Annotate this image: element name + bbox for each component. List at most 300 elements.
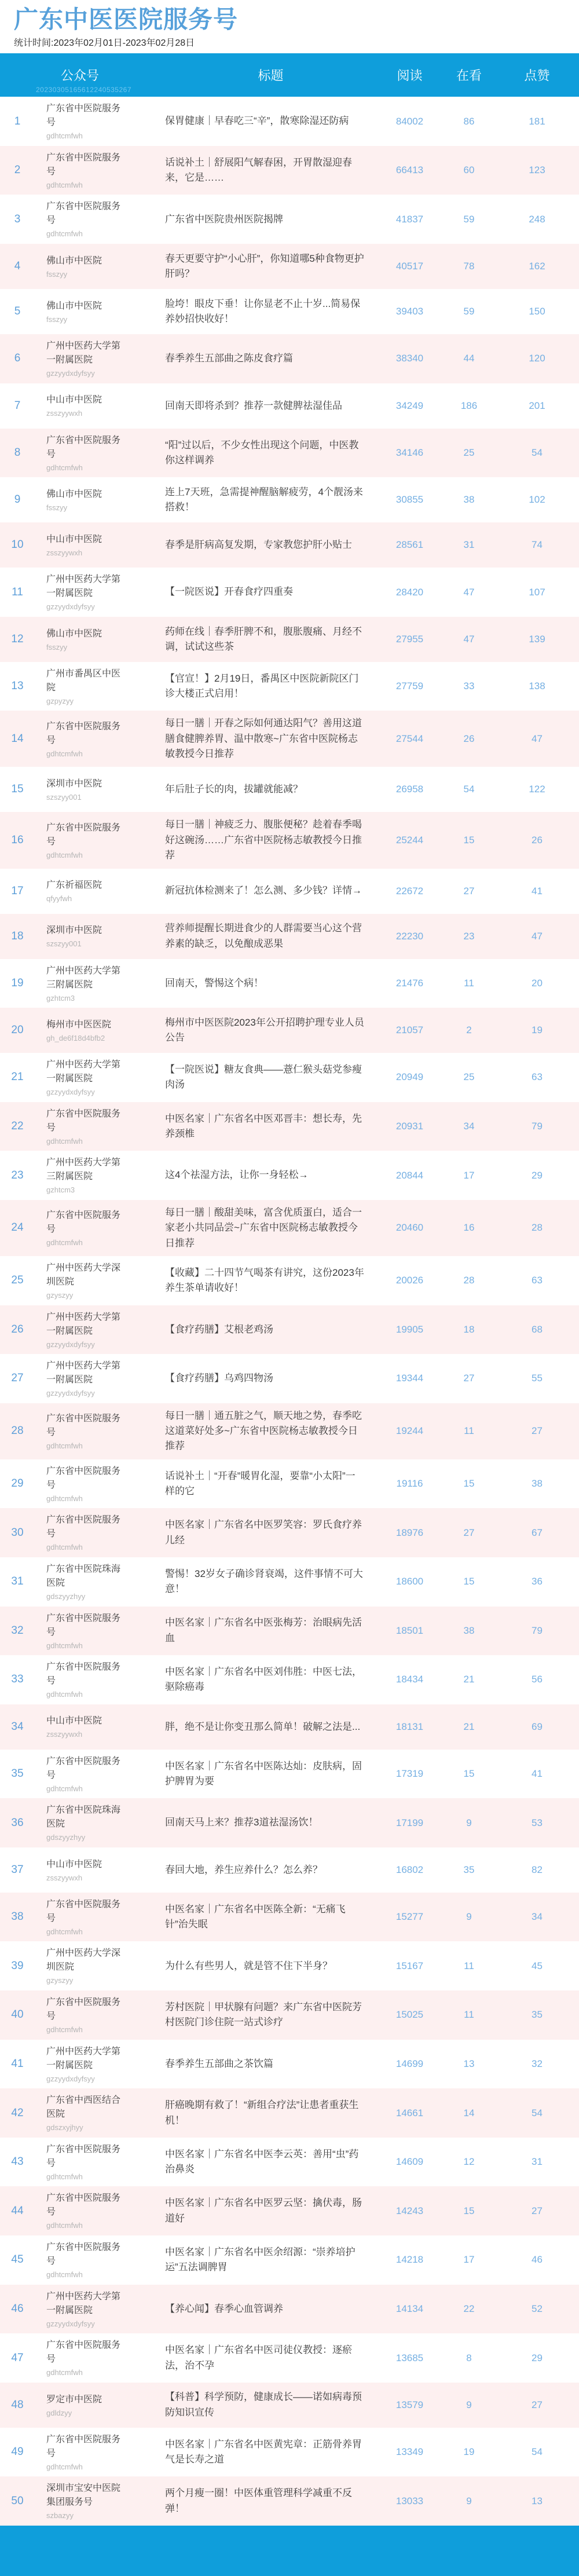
table-row xyxy=(0,289,579,334)
table-row xyxy=(0,2333,579,2383)
likes-count: 19 xyxy=(532,1024,543,1036)
account-name: 广东省中医院服务号 xyxy=(46,1515,121,1539)
table-row xyxy=(0,617,579,662)
account-name: 广州中医药大学深圳医院 xyxy=(46,1263,121,1287)
watching-count: 44 xyxy=(463,353,475,364)
rank-number: 43 xyxy=(11,2156,24,2168)
table-row xyxy=(0,2383,579,2428)
table-row xyxy=(0,1941,579,1990)
account-cell xyxy=(35,627,165,652)
account-id: gdhtcmfwh xyxy=(46,131,83,141)
account-name: 广东省中医院服务号 xyxy=(46,1899,121,1923)
likes-count: 31 xyxy=(532,2156,543,2168)
account-cell xyxy=(35,573,165,612)
likes-count: 54 xyxy=(532,447,543,458)
article-title: 中医名家｜广东省名中医张梅芳：治眼病先活血 xyxy=(165,1617,362,1644)
account-id: fsszyy xyxy=(46,269,68,279)
table-header-bar xyxy=(0,53,579,97)
report-header xyxy=(0,0,579,53)
table-row xyxy=(0,1704,579,1750)
account-id: gdhtcmfwh xyxy=(46,2462,83,2471)
reads-count: 17319 xyxy=(395,1768,424,1779)
account-cell xyxy=(35,1018,165,1043)
rank-number: 9 xyxy=(14,493,21,506)
account-cell xyxy=(35,777,165,802)
table-row xyxy=(0,2138,579,2187)
article-title: “阳”过以后，不少女性出现这个问题，中医教你这样调养 xyxy=(165,439,359,466)
account-id: gdhtcmfwh xyxy=(46,463,83,472)
table-row xyxy=(0,1256,579,1305)
account-name: 广东省中医院服务号 xyxy=(46,104,121,128)
account-cell xyxy=(35,1058,165,1097)
account-id: gzzyydxdyfsyy xyxy=(46,1088,95,1097)
reads-count: 18501 xyxy=(395,1624,424,1636)
account-cell xyxy=(35,533,165,558)
account-id: gdhtcmfwh xyxy=(46,1238,83,1247)
account-cell xyxy=(35,2143,165,2182)
article-title: 【科普】科学预防，健康成长——诺如病毒预防知识宣传 xyxy=(165,2391,362,2418)
watching-count: 16 xyxy=(463,1222,475,1234)
likes-count: 13 xyxy=(532,2495,543,2507)
page-title: 广东中医医院服务号 xyxy=(14,6,239,33)
account-cell xyxy=(35,2290,165,2329)
account-name: 广东省中医院珠海医院 xyxy=(46,1805,121,1829)
account-cell xyxy=(35,102,165,141)
article-title: 【一院医说】糖友食典——薏仁猴头菇党参瘦肉汤 xyxy=(165,1064,362,1091)
account-cell xyxy=(35,1311,165,1349)
table-row xyxy=(0,2186,579,2235)
likes-count: 54 xyxy=(532,2107,543,2118)
article-title: 每日一膳｜通五脏之气，顺天地之势，春季吃这道菜好处多~广东省中医院杨志敏教授今日推荐 xyxy=(165,1410,362,1452)
account-name: 罗定市中医院 xyxy=(46,2394,102,2405)
rank-number: 18 xyxy=(11,930,24,942)
article-title: 话说补土｜舒展阳气解春困，开胃散湿迎春来，它是…… xyxy=(165,156,352,184)
table-row xyxy=(0,522,579,568)
account-name: 广东祈福医院 xyxy=(46,880,102,891)
watching-count: 186 xyxy=(460,400,478,411)
rank-number: 1 xyxy=(14,115,21,127)
reads-count: 19344 xyxy=(395,1373,424,1384)
account-cell xyxy=(35,254,165,279)
account-name: 中山市中医院 xyxy=(46,395,102,405)
account-id: fsszyy xyxy=(46,314,68,324)
watching-count: 27 xyxy=(463,1373,475,1384)
account-name: 广东省中医院服务号 xyxy=(46,202,121,226)
watching-count: 15 xyxy=(463,1768,475,1779)
table-row xyxy=(0,1459,579,1509)
account-name: 广州中医药大学第一附属医院 xyxy=(46,2291,121,2315)
likes-count: 150 xyxy=(529,306,545,317)
table-row xyxy=(0,1655,579,1704)
article-title: 中医名家｜广东省名中医陈全新：“无痛飞针”治失眠 xyxy=(165,1903,346,1930)
watching-count: 14 xyxy=(463,2107,475,2118)
article-title: 中医名家｜广东省名中医陈达灿：皮肤病，固护脾胃为要 xyxy=(165,1760,362,1787)
likes-count: 41 xyxy=(532,885,543,897)
reads-count: 26958 xyxy=(395,784,424,795)
account-id: fsszyy xyxy=(46,503,68,512)
likes-count: 27 xyxy=(532,1425,543,1437)
account-id: gdhtcmfwh xyxy=(46,1494,83,1503)
article-title: 药师在线｜春季肝脾不和，腹胀腹痛、月经不调，试试这些茶 xyxy=(165,625,362,652)
account-name: 广州中医药大学深圳医院 xyxy=(46,1948,121,1973)
reads-count: 40517 xyxy=(395,261,424,272)
article-title: 两个月瘦一圈！中医体重管理科学减重不反弹！ xyxy=(165,2487,352,2514)
rank-number: 36 xyxy=(11,1816,24,1829)
rank-number: 32 xyxy=(11,1624,24,1637)
account-id: gdhtcmfwh xyxy=(46,1927,83,1936)
account-cell xyxy=(35,2094,165,2132)
article-title: 中医名家｜广东省名中医黄宪章：正筋骨养胃气是长寿之道 xyxy=(165,2438,362,2465)
account-name: 中山市中医院 xyxy=(46,1859,102,1869)
account-id: gdhtcmfwh xyxy=(46,2221,83,2230)
likes-count: 27 xyxy=(532,2399,543,2410)
watching-count: 60 xyxy=(463,164,475,176)
reads-count: 20460 xyxy=(395,1222,424,1234)
article-title: 【收藏】二十四节气喝茶有讲究，这份2023年养生茶单请收好！ xyxy=(165,1267,364,1294)
account-id: zsszyywxh xyxy=(46,1873,83,1882)
reads-count: 21057 xyxy=(395,1024,424,1036)
table-row xyxy=(0,477,579,522)
article-title: 话说补土｜“开春”暖胃化湿，要靠“小太阳”一样的它 xyxy=(165,1470,356,1497)
rank-number: 4 xyxy=(14,260,21,273)
likes-count: 63 xyxy=(532,1071,543,1083)
account-id: gdhtcmfwh xyxy=(46,850,83,859)
table-row xyxy=(0,2285,579,2334)
likes-count: 56 xyxy=(532,1674,543,1685)
article-title: 中医名家｜广东省名中医罗云坚：擒伏毒，肠道好 xyxy=(165,2197,362,2224)
table-row xyxy=(0,1008,579,1053)
likes-count: 29 xyxy=(532,2352,543,2363)
rank-number: 5 xyxy=(14,305,21,318)
likes-count: 63 xyxy=(532,1275,543,1286)
account-id: gdszyyzhyy xyxy=(46,1591,86,1601)
watching-count: 33 xyxy=(463,680,475,692)
account-name: 广州市番禺区中医院 xyxy=(46,668,121,693)
reads-count: 14218 xyxy=(395,2254,424,2266)
article-title: 每日一膳｜神疲乏力、腹胀便秘？趁着春季喝好这碗汤……广东省中医院杨志敏教授今日推荐 xyxy=(165,819,362,861)
rank-number: 30 xyxy=(11,1526,24,1539)
article-title: 保胃健康｜早春吃三“辛”，散寒除湿还防病 xyxy=(165,115,349,127)
account-id: gzhtcm3 xyxy=(46,1185,75,1195)
reads-count: 13349 xyxy=(395,2446,424,2458)
account-id: gdhtcmfwh xyxy=(46,1784,83,1793)
account-id: gzhtcm3 xyxy=(46,993,75,1002)
account-name: 广东省中西医结合医院 xyxy=(46,2095,121,2120)
likes-count: 47 xyxy=(532,930,543,942)
rank-number: 20 xyxy=(11,1024,24,1037)
account-name: 广州中医药大学第一附属医院 xyxy=(46,1312,121,1336)
account-cell xyxy=(35,1359,165,1398)
likes-count: 27 xyxy=(532,2205,543,2216)
account-name: 广东省中医院服务号 xyxy=(46,2434,121,2458)
reads-count: 22230 xyxy=(395,930,424,942)
watching-count: 38 xyxy=(463,1624,475,1636)
article-title: 【养心闻】春季心血管调养 xyxy=(165,2303,283,2314)
table-row xyxy=(0,1990,579,2040)
account-id: gdszxyjhyy xyxy=(46,2123,83,2132)
table-row xyxy=(0,97,579,146)
reads-count: 17199 xyxy=(395,1817,424,1828)
watching-count: 8 xyxy=(466,2352,472,2363)
watching-count: 59 xyxy=(463,213,475,225)
reads-count: 15025 xyxy=(395,2009,424,2021)
article-title: 广东省中医院贵州医院揭牌 xyxy=(165,213,283,225)
rank-number: 33 xyxy=(11,1673,24,1686)
watching-count: 11 xyxy=(464,1425,474,1437)
account-name: 广东省中医院服务号 xyxy=(46,1997,121,2022)
account-cell xyxy=(35,1261,165,1300)
account-cell xyxy=(35,488,165,513)
table-row xyxy=(0,662,579,711)
likes-count: 35 xyxy=(532,2009,543,2021)
reads-count: 20844 xyxy=(395,1169,424,1181)
likes-count: 45 xyxy=(532,1960,543,1971)
reads-count: 84002 xyxy=(395,115,424,127)
account-id: gh_de6f18d4bfb2 xyxy=(46,1033,105,1042)
account-id: gzzyydxdyfsyy xyxy=(46,2074,95,2083)
account-cell xyxy=(35,434,165,473)
reads-count: 28561 xyxy=(395,539,424,551)
rank-number: 8 xyxy=(14,446,21,459)
reads-count: 25244 xyxy=(395,835,424,846)
rank-number: 34 xyxy=(11,1720,24,1733)
likes-count: 38 xyxy=(532,1478,543,1490)
account-id: gzpyzyy xyxy=(46,696,74,705)
rank-number: 11 xyxy=(12,586,23,598)
rank-number: 17 xyxy=(11,884,24,897)
rank-number: 27 xyxy=(11,1372,24,1385)
column-header-reads: 阅读 xyxy=(397,68,423,83)
account-cell xyxy=(35,1412,165,1451)
table-row xyxy=(0,2088,579,2138)
account-name: 深圳市宝安中医院集团服务号 xyxy=(46,2483,121,2508)
likes-count: 34 xyxy=(532,1911,543,1923)
likes-count: 29 xyxy=(532,1169,543,1181)
account-cell xyxy=(35,1858,165,1883)
table-row xyxy=(0,146,579,195)
table-row xyxy=(0,1557,579,1607)
rank-number: 48 xyxy=(11,2398,24,2411)
account-id: gdhtcmfwh xyxy=(46,2172,83,2181)
article-title: 脸垮！眼皮下垂！让你显老不止十岁...简易保养妙招快收好！ xyxy=(165,298,361,325)
watching-count: 34 xyxy=(463,1121,475,1132)
rank-number: 29 xyxy=(11,1477,24,1490)
watching-count: 78 xyxy=(463,261,475,272)
watching-count: 13 xyxy=(463,2058,475,2069)
rank-number: 44 xyxy=(11,2204,24,2217)
watching-count: 35 xyxy=(463,1864,475,1875)
table-row xyxy=(0,244,579,289)
account-name: 广东省中医院服务号 xyxy=(46,152,121,177)
account-cell xyxy=(35,1563,165,1601)
article-title: 每日一膳｜酸甜美味，富含优质蛋白，适合一家老小共同品尝~广东省中医院杨志敏教授今日推荐 xyxy=(165,1206,362,1249)
table-row xyxy=(0,767,579,812)
reads-count: 14134 xyxy=(395,2303,424,2314)
rank-number: 37 xyxy=(11,1863,24,1876)
article-title: 新冠抗体检测来了！怎么测、多少钱？详情→ xyxy=(165,885,362,897)
account-cell xyxy=(35,299,165,324)
account-id: gzyszyy xyxy=(46,1976,74,1985)
account-name: 广东省中医院服务号 xyxy=(46,1466,121,1490)
watching-count: 86 xyxy=(463,115,475,127)
rank-number: 19 xyxy=(11,976,24,989)
article-title: 芳村医院｜甲状腺有问题？来广东省中医院芳村医院门诊住院一站式诊疗 xyxy=(165,2001,362,2028)
reads-count: 39403 xyxy=(395,306,424,317)
article-title: 回南天马上来？推荐3道祛湿汤饮！ xyxy=(165,1817,318,1828)
account-name: 广东省中医院服务号 xyxy=(46,822,121,847)
table-row xyxy=(0,1607,579,1656)
account-id: gdhtcmfwh xyxy=(46,2270,83,2279)
table-row xyxy=(0,1508,579,1557)
table-row xyxy=(0,334,579,383)
account-id: gdhtcmfwh xyxy=(46,1690,83,1699)
article-title: 营养师提醒长期进食少的人群需要当心这个营养素的缺乏，以免酿成恶果 xyxy=(165,923,362,949)
table-row xyxy=(0,711,579,767)
account-name: 佛山市中医院 xyxy=(46,489,102,499)
table-row xyxy=(0,383,579,429)
likes-count: 248 xyxy=(529,213,545,225)
article-title: 中医名家｜广东省名中医邓晋丰：想长寿，先养颈椎 xyxy=(165,1113,362,1139)
reads-count: 20026 xyxy=(395,1275,424,1286)
account-id: gdhtcmfwh xyxy=(46,1136,83,1146)
reads-count: 20949 xyxy=(395,1071,424,1083)
article-title: 中医名家｜广东省名中医李云英：善用“虫”药治鼻炎 xyxy=(165,2148,359,2175)
watching-count: 21 xyxy=(463,1721,475,1732)
account-id: qfyyfwh xyxy=(46,894,72,903)
rank-number: 38 xyxy=(11,1911,24,1923)
likes-count: 120 xyxy=(529,353,545,364)
table-row xyxy=(0,1102,579,1151)
account-id: gdhtcmfwh xyxy=(46,2368,83,2377)
reads-count: 30855 xyxy=(395,494,424,506)
account-name: 佛山市中医院 xyxy=(46,628,102,639)
article-title: 回南天即将杀到？推荐一款健脾祛湿佳品 xyxy=(165,400,342,411)
reads-count: 15167 xyxy=(395,1960,424,1971)
reads-count: 41837 xyxy=(395,213,424,225)
likes-count: 32 xyxy=(532,2058,543,2069)
reads-count: 18131 xyxy=(395,1721,424,1732)
watching-count: 9 xyxy=(466,2399,472,2410)
stats-period: 统计时间:2023年02月01日-2023年02月28日 xyxy=(14,38,195,49)
reads-count: 14699 xyxy=(395,2058,424,2069)
rank-number: 3 xyxy=(14,213,21,225)
article-title: 【一院医说】开春食疗四重奏 xyxy=(165,586,293,598)
likes-count: 26 xyxy=(532,835,543,846)
table-row xyxy=(0,568,579,617)
likes-count: 28 xyxy=(532,1222,543,1234)
account-id: gdhtcmfwh xyxy=(46,1543,83,1552)
watching-count: 9 xyxy=(466,2495,472,2507)
account-cell xyxy=(35,1803,165,1842)
article-title: 中医名家｜广东省名中医司徒仪教授：逐瘀法，治不孕 xyxy=(165,2344,352,2371)
reads-count: 19244 xyxy=(395,1425,424,1437)
article-title: 胖，绝不是让你变丑那么简单！破解之法是... xyxy=(165,1721,361,1732)
table-row xyxy=(0,1847,579,1893)
reads-count: 22672 xyxy=(395,885,424,897)
column-header-watching: 在看 xyxy=(456,68,482,83)
reads-count: 28420 xyxy=(395,586,424,598)
account-name: 广东省中医院珠海医院 xyxy=(46,1564,121,1588)
watching-count: 11 xyxy=(464,2009,474,2021)
rank-number: 28 xyxy=(11,1425,24,1437)
table-row xyxy=(0,1750,579,1799)
account-cell xyxy=(35,2482,165,2520)
table-row xyxy=(0,2428,579,2477)
account-id: szszyy001 xyxy=(46,939,82,949)
likes-count: 69 xyxy=(532,1721,543,1732)
rank-number: 7 xyxy=(14,399,21,412)
account-name: 广东省中医院服务号 xyxy=(46,2144,121,2168)
watching-count: 11 xyxy=(464,977,474,989)
account-name: 深圳市中医院 xyxy=(46,779,102,789)
likes-count: 82 xyxy=(532,1864,543,1875)
reads-count: 16802 xyxy=(395,1864,424,1875)
watching-count: 26 xyxy=(463,733,475,744)
reads-count: 14609 xyxy=(395,2156,424,2168)
likes-count: 79 xyxy=(532,1121,543,1132)
account-name: 广州中医药大学第一附属医院 xyxy=(46,341,121,365)
article-title: 中医名家｜广东省名中医余绍源：“崇养培护运”五法调脾胃 xyxy=(165,2246,356,2273)
likes-count: 123 xyxy=(529,164,545,176)
watching-count: 59 xyxy=(463,306,475,317)
account-name: 广东省中医院服务号 xyxy=(46,1108,121,1133)
watching-count: 12 xyxy=(463,2156,475,2168)
article-title: 春季养生五部曲之茶饮篇 xyxy=(165,2058,273,2069)
account-cell xyxy=(35,1107,165,1146)
watching-count: 23 xyxy=(463,930,475,942)
table-row xyxy=(0,1893,579,1942)
watching-count: 54 xyxy=(463,784,475,795)
account-cell xyxy=(35,2433,165,2472)
watching-count: 38 xyxy=(463,494,475,506)
account-cell xyxy=(35,821,165,860)
table-row xyxy=(0,2040,579,2089)
likes-count: 68 xyxy=(532,1323,543,1335)
reads-count: 20931 xyxy=(395,1121,424,1132)
likes-count: 102 xyxy=(529,494,545,506)
reads-count: 34146 xyxy=(395,447,424,458)
rank-number: 6 xyxy=(14,352,21,365)
account-name: 佛山市中医院 xyxy=(46,255,102,266)
reads-count: 19116 xyxy=(396,1478,423,1490)
likes-count: 201 xyxy=(529,400,545,411)
reads-count: 18434 xyxy=(395,1674,424,1685)
article-title: 每日一膳｜开春之际如何通达阳气？善用这道膳食健脾养胃、温中散寒~广东省中医院杨志敏教授今日推荐 xyxy=(165,718,362,760)
account-cell xyxy=(35,879,165,903)
article-title: 春天更要守护“小心肝”，你知道哪5种食物更护肝吗？ xyxy=(165,253,364,280)
account-name: 广东省中医院服务号 xyxy=(46,2340,121,2365)
reads-count: 18600 xyxy=(395,1576,424,1587)
account-name: 广东省中医院服务号 xyxy=(46,1662,121,1686)
likes-count: 79 xyxy=(532,1624,543,1636)
table-row xyxy=(0,1354,579,1403)
watching-count: 22 xyxy=(463,2303,475,2314)
account-id: gzzyydxdyfsyy xyxy=(46,1340,95,1349)
article-title: 春回大地，养生应养什么？怎么养？ xyxy=(165,1864,323,1875)
article-title: 中医名家｜广东省名中医罗笑容：罗氏食疗养儿经 xyxy=(165,1519,362,1546)
account-cell xyxy=(35,1898,165,1937)
reads-count: 15277 xyxy=(395,1911,424,1923)
table-row xyxy=(0,1053,579,1102)
table-row xyxy=(0,914,579,959)
article-title: 春季是肝病高复发期，专家教您护肝小贴士 xyxy=(165,539,352,551)
watching-count: 31 xyxy=(463,539,475,551)
account-id: szszyy001 xyxy=(46,793,82,802)
article-title: 梅州市中医医院2023年公开招聘护理专业人员公告 xyxy=(165,1016,364,1044)
watching-count: 19 xyxy=(463,2446,475,2458)
account-cell xyxy=(35,1946,165,1985)
watching-count: 18 xyxy=(463,1323,475,1335)
